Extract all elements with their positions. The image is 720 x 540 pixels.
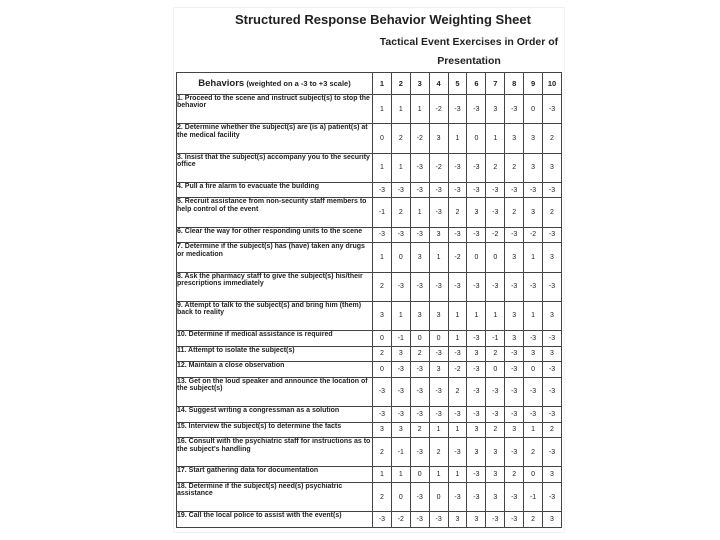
behavior-row: [177, 346, 562, 362]
behavior-label: 9. Attempt to talk to the subject(s) and bring him (them) back to reality: [177, 301, 373, 330]
weight-value: -3: [467, 272, 486, 301]
weight-value: -3: [467, 407, 486, 423]
weight-value: 2: [505, 467, 524, 483]
weight-value: -3: [543, 362, 562, 378]
weight-value: -3: [410, 227, 429, 243]
weight-value: -3: [410, 362, 429, 378]
weight-value: -3: [486, 512, 505, 528]
weighting-sheet: [174, 8, 564, 532]
behavior-label: 7. Determine if the subject(s) has (have) taken any drugs or medication: [177, 243, 373, 272]
weight-value: -3: [543, 227, 562, 243]
weight-value: 2: [391, 198, 410, 227]
weight-value: -2: [524, 227, 543, 243]
weight-value: 3: [524, 346, 543, 362]
weight-value: -3: [543, 438, 562, 467]
weighting-table: [176, 72, 562, 528]
weight-value: -2: [429, 95, 448, 124]
weight-value: 2: [410, 346, 429, 362]
weight-value: -3: [410, 512, 429, 528]
behavior-row: [177, 407, 562, 423]
weight-value: -3: [543, 272, 562, 301]
weight-value: 3: [391, 422, 410, 438]
weight-value: 2: [543, 124, 562, 153]
weight-value: 1: [467, 301, 486, 330]
weight-value: -3: [524, 331, 543, 347]
behavior-label: 15. Interview the subject(s) to determine the facts: [177, 422, 373, 438]
weight-value: 3: [429, 362, 448, 378]
weight-value: 2: [373, 438, 392, 467]
behavior-label: 13. Get on the loud speaker and announce the location of the subject(s): [177, 377, 373, 406]
behavior-row: [177, 467, 562, 483]
weight-value: -3: [429, 182, 448, 198]
sheet-title: Structured Response Behavior Weighting Sheet: [235, 12, 531, 27]
behavior-row: [177, 198, 562, 227]
weight-value: 2: [429, 438, 448, 467]
weight-value: 0: [524, 362, 543, 378]
weight-value: 3: [505, 301, 524, 330]
weight-value: -3: [429, 407, 448, 423]
behavior-label: 11. Attempt to isolate the subject(s): [177, 346, 373, 362]
weight-value: -3: [410, 182, 429, 198]
weight-value: 3: [505, 243, 524, 272]
weight-value: -3: [505, 346, 524, 362]
behaviors-header: [177, 73, 373, 95]
weight-value: -3: [486, 272, 505, 301]
weight-value: 3: [448, 512, 467, 528]
weight-value: 1: [429, 243, 448, 272]
weight-value: 2: [543, 422, 562, 438]
weight-value: 3: [467, 198, 486, 227]
weight-value: -3: [373, 407, 392, 423]
weight-value: -3: [505, 483, 524, 512]
weight-value: -3: [448, 438, 467, 467]
weight-value: 0: [524, 467, 543, 483]
weight-value: 3: [524, 153, 543, 182]
weight-value: 1: [410, 95, 429, 124]
weight-value: -3: [486, 407, 505, 423]
weight-value: -3: [448, 227, 467, 243]
weight-value: -3: [543, 407, 562, 423]
weight-value: -3: [391, 362, 410, 378]
weight-value: -3: [505, 95, 524, 124]
behavior-label: 12. Maintain a close observation: [177, 362, 373, 378]
weight-value: -3: [448, 95, 467, 124]
weight-value: 1: [524, 243, 543, 272]
weight-value: 0: [391, 483, 410, 512]
weight-value: 3: [410, 301, 429, 330]
weight-value: -3: [429, 272, 448, 301]
weight-value: 3: [524, 124, 543, 153]
weight-value: -3: [486, 377, 505, 406]
weight-value: -3: [467, 95, 486, 124]
behavior-label: 1. Proceed to the scene and instruct subject(s) to stop the behavior: [177, 95, 373, 124]
weight-value: -3: [505, 407, 524, 423]
behavior-label: 14. Suggest writing a congressman as a solution: [177, 407, 373, 423]
weight-value: -3: [429, 377, 448, 406]
weight-value: -3: [486, 182, 505, 198]
exercise-column-header: 2: [391, 73, 410, 95]
weight-value: -3: [373, 227, 392, 243]
weight-value: 2: [410, 422, 429, 438]
weight-value: -3: [505, 272, 524, 301]
behavior-label: 3. Insist that the subject(s) accompany you to the security office: [177, 153, 373, 182]
weight-value: -3: [524, 407, 543, 423]
weight-value: 2: [391, 124, 410, 153]
exercise-column-header: 8: [505, 73, 524, 95]
weight-value: -3: [543, 182, 562, 198]
weight-value: -3: [543, 377, 562, 406]
weight-value: -3: [373, 512, 392, 528]
weight-value: -3: [448, 407, 467, 423]
behaviors-header-label: Behaviors: [198, 78, 245, 89]
weight-value: -3: [505, 512, 524, 528]
behavior-row: [177, 227, 562, 243]
weight-value: 2: [486, 153, 505, 182]
weight-value: 3: [486, 438, 505, 467]
weight-value: 3: [467, 512, 486, 528]
weight-value: 3: [543, 467, 562, 483]
weight-value: 3: [429, 124, 448, 153]
weight-value: -3: [543, 331, 562, 347]
exercise-column-header: 6: [467, 73, 486, 95]
behavior-label: 19. Call the local police to assist with the event(s): [177, 512, 373, 528]
weight-value: 0: [486, 362, 505, 378]
behavior-label: 5. Recruit assistance from non-security staff members to help control of the event: [177, 198, 373, 227]
weight-value: -3: [505, 362, 524, 378]
behavior-row: [177, 422, 562, 438]
weight-value: -3: [543, 483, 562, 512]
behavior-row: [177, 301, 562, 330]
weight-value: -3: [486, 198, 505, 227]
weight-value: -1: [524, 483, 543, 512]
weight-value: -3: [448, 346, 467, 362]
weight-value: -1: [373, 198, 392, 227]
weight-value: 3: [467, 438, 486, 467]
weight-value: -3: [467, 227, 486, 243]
weight-value: -2: [429, 153, 448, 182]
weight-value: 3: [373, 422, 392, 438]
weight-value: 3: [505, 331, 524, 347]
weight-value: 2: [524, 438, 543, 467]
weight-value: -3: [373, 182, 392, 198]
weight-value: 1: [429, 467, 448, 483]
behavior-row: [177, 331, 562, 347]
weight-value: 1: [524, 301, 543, 330]
weight-value: 3: [429, 227, 448, 243]
behavior-label: 8. Ask the pharmacy staff to give the subject(s) his/their prescriptions immediately: [177, 272, 373, 301]
weight-value: 3: [429, 301, 448, 330]
weight-value: -3: [505, 182, 524, 198]
weight-value: -3: [467, 331, 486, 347]
weight-value: 3: [505, 422, 524, 438]
weight-value: -1: [391, 438, 410, 467]
weight-value: -3: [391, 272, 410, 301]
weight-value: -3: [410, 483, 429, 512]
weight-value: 1: [448, 422, 467, 438]
weight-value: -2: [448, 243, 467, 272]
weight-value: 3: [467, 346, 486, 362]
behavior-row: [177, 153, 562, 182]
weight-value: -3: [467, 377, 486, 406]
weight-value: 1: [524, 422, 543, 438]
weight-value: -3: [410, 272, 429, 301]
weight-value: 0: [467, 124, 486, 153]
weight-value: -2: [486, 227, 505, 243]
weight-value: 2: [486, 346, 505, 362]
weight-value: 0: [429, 483, 448, 512]
weight-value: -3: [391, 182, 410, 198]
behavior-row: [177, 182, 562, 198]
weight-value: -3: [524, 377, 543, 406]
weight-value: 0: [410, 467, 429, 483]
weight-value: -3: [391, 377, 410, 406]
header-row: [177, 73, 562, 95]
weight-value: 0: [391, 243, 410, 272]
weight-value: 0: [467, 243, 486, 272]
behavior-row: [177, 377, 562, 406]
weight-value: 0: [373, 331, 392, 347]
weight-value: -3: [391, 227, 410, 243]
weight-value: -3: [448, 182, 467, 198]
weight-value: 3: [410, 243, 429, 272]
weight-value: 0: [373, 124, 392, 153]
weight-value: 3: [543, 153, 562, 182]
behavior-row: [177, 438, 562, 467]
weight-value: 2: [448, 198, 467, 227]
weight-value: -3: [467, 467, 486, 483]
exercise-column-header: 4: [429, 73, 448, 95]
weight-value: 1: [448, 301, 467, 330]
weight-value: 1: [448, 124, 467, 153]
weight-value: 2: [505, 153, 524, 182]
weight-value: -2: [448, 362, 467, 378]
weight-value: 3: [543, 346, 562, 362]
behavior-row: [177, 272, 562, 301]
exercise-column-header: 9: [524, 73, 543, 95]
weight-value: 2: [505, 198, 524, 227]
weight-value: -3: [391, 407, 410, 423]
weight-value: 1: [373, 95, 392, 124]
weight-value: -3: [448, 153, 467, 182]
weight-value: 3: [543, 301, 562, 330]
weight-value: 1: [429, 422, 448, 438]
weight-value: -3: [410, 153, 429, 182]
weight-value: 3: [543, 512, 562, 528]
weight-value: 2: [524, 512, 543, 528]
weight-value: -3: [448, 272, 467, 301]
weight-value: 1: [410, 198, 429, 227]
weight-value: 1: [391, 95, 410, 124]
behavior-label: 2. Determine whether the subject(s) are (is a) patient(s) at the medical facility: [177, 124, 373, 153]
weight-value: -3: [429, 346, 448, 362]
weight-value: 0: [486, 243, 505, 272]
exercise-column-header: 5: [448, 73, 467, 95]
weight-value: -1: [486, 331, 505, 347]
weight-value: 1: [486, 301, 505, 330]
behaviors-header-scale: (weighted on a -3 to +3 scale): [246, 79, 351, 88]
weight-value: 3: [524, 198, 543, 227]
weight-value: -3: [505, 227, 524, 243]
behavior-label: 4. Pull a fire alarm to evacuate the building: [177, 182, 373, 198]
weight-value: 2: [543, 198, 562, 227]
weight-value: -3: [505, 377, 524, 406]
weight-value: -3: [429, 198, 448, 227]
weight-value: 1: [373, 153, 392, 182]
sheet-subtitle: Tactical Event Exercises in Order of Presentation: [379, 36, 559, 67]
weight-value: 3: [486, 483, 505, 512]
weight-value: 0: [410, 331, 429, 347]
weight-value: 1: [391, 467, 410, 483]
weight-value: 3: [391, 346, 410, 362]
weight-value: 3: [486, 467, 505, 483]
behavior-row: [177, 243, 562, 272]
weight-value: -3: [373, 377, 392, 406]
weight-value: 2: [373, 483, 392, 512]
weight-value: -3: [410, 407, 429, 423]
weight-value: 2: [486, 422, 505, 438]
weight-value: 2: [373, 346, 392, 362]
weight-value: -3: [467, 483, 486, 512]
weight-value: -3: [505, 438, 524, 467]
weight-value: 1: [448, 467, 467, 483]
exercise-column-header: 7: [486, 73, 505, 95]
weight-value: -1: [391, 331, 410, 347]
weight-value: 1: [391, 301, 410, 330]
weight-value: -3: [429, 512, 448, 528]
weight-value: 3: [467, 422, 486, 438]
behavior-row: [177, 362, 562, 378]
behavior-row: [177, 124, 562, 153]
weight-value: 0: [373, 362, 392, 378]
behavior-label: 17. Start gathering data for documentation: [177, 467, 373, 483]
exercise-column-header: 3: [410, 73, 429, 95]
weight-value: -2: [410, 124, 429, 153]
behavior-label: 16. Consult with the psychiatric staff for instructions as to the subject's handling: [177, 438, 373, 467]
weight-value: -3: [448, 483, 467, 512]
weight-value: 1: [391, 153, 410, 182]
weight-value: 1: [448, 331, 467, 347]
weight-value: -3: [467, 182, 486, 198]
weight-value: -3: [543, 95, 562, 124]
weight-value: 0: [524, 95, 543, 124]
weight-value: 3: [373, 301, 392, 330]
weight-value: -2: [391, 512, 410, 528]
weight-value: -3: [467, 362, 486, 378]
weight-value: -3: [410, 377, 429, 406]
behavior-row: [177, 95, 562, 124]
weight-value: 1: [373, 467, 392, 483]
behavior-row: [177, 512, 562, 528]
weight-value: 2: [373, 272, 392, 301]
behavior-label: 18. Determine if the subject(s) need(s) psychiatric assistance: [177, 483, 373, 512]
weight-value: -3: [467, 153, 486, 182]
exercise-column-header: 10: [543, 73, 562, 95]
behavior-row: [177, 483, 562, 512]
weight-value: 1: [486, 124, 505, 153]
weight-value: -3: [524, 182, 543, 198]
weight-value: 1: [373, 243, 392, 272]
weight-value: -3: [524, 272, 543, 301]
weight-value: 3: [486, 95, 505, 124]
exercise-column-header: 1: [373, 73, 392, 95]
weight-value: 3: [505, 124, 524, 153]
behavior-label: 10. Determine if medical assistance is required: [177, 331, 373, 347]
weight-value: 3: [543, 243, 562, 272]
weight-value: 2: [448, 377, 467, 406]
behavior-label: 6. Clear the way for other responding units to the scene: [177, 227, 373, 243]
weight-value: -3: [410, 438, 429, 467]
weight-value: 0: [429, 331, 448, 347]
